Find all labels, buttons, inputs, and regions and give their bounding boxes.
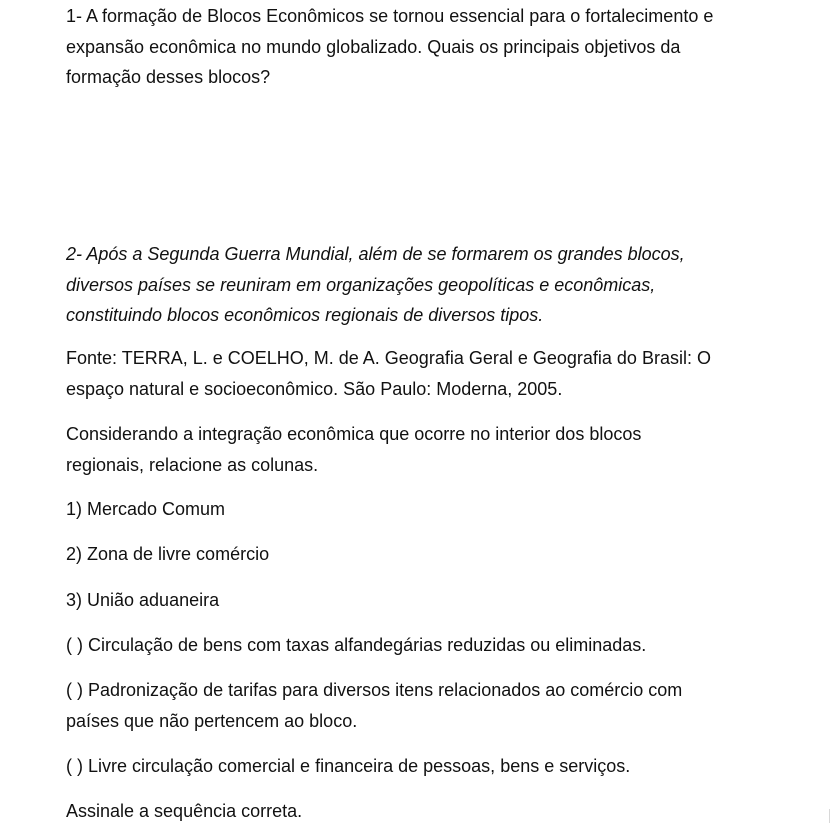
- column-b-item-2: [66, 675, 682, 736]
- column-b-item-1: ( ) Circulação de bens com taxas alfandegárias reduzidas ou eliminadas.: [66, 635, 647, 655]
- column-b-item-3: ( ) Livre circulação comercial e financeira de pessoas, bens e serviços.: [66, 756, 631, 776]
- column-a-item-3: 3) União aduaneira: [66, 590, 220, 610]
- question-1-line: formação desses blocos?: [66, 67, 271, 87]
- question-1-line: 1- A formação de Blocos Econômicos se tornou essencial para o fortalecimento e: [66, 6, 714, 26]
- column-a-item-1: 1) Mercado Comum: [66, 499, 226, 519]
- column-b-item-2-line: países que não pertencem ao bloco.: [66, 710, 358, 731]
- instruction: [66, 419, 641, 480]
- source-line: espaço natural e socioeconômico. São Paulo: Moderna, 2005.: [66, 378, 563, 399]
- closing-instruction: Assinale a sequência correta.: [66, 801, 303, 821]
- question-2-intro: [66, 239, 685, 331]
- question-1: [66, 1, 713, 93]
- page-edge-mark: [829, 809, 840, 823]
- column-a-item-2: 2) Zona de livre comércio: [66, 544, 270, 564]
- question-2-intro-line: constituindo blocos econômicos regionais de diversos tipos.: [66, 305, 544, 325]
- source-citation: [66, 343, 711, 404]
- source-line: Fonte: TERRA, L. e COELHO, M. de A. Geografia Geral e Geografia do Brasil: O: [66, 348, 711, 368]
- instruction-line: Considerando a integração econômica que ocorre no interior dos blocos: [66, 424, 642, 444]
- instruction-line: regionais, relacione as colunas.: [66, 454, 319, 475]
- question-2-intro-line: 2- Após a Segunda Guerra Mundial, além de se formarem os grandes blocos,: [66, 244, 685, 264]
- question-1-line: expansão econômica no mundo globalizado. Quais os principais objetivos da: [66, 36, 681, 57]
- column-b-item-2-line: ( ) Padronização de tarifas para diversos itens relacionados ao comércio com: [66, 680, 683, 700]
- question-2-intro-line: diversos países se reuniram em organizações geopolíticas e econômicas,: [66, 274, 656, 295]
